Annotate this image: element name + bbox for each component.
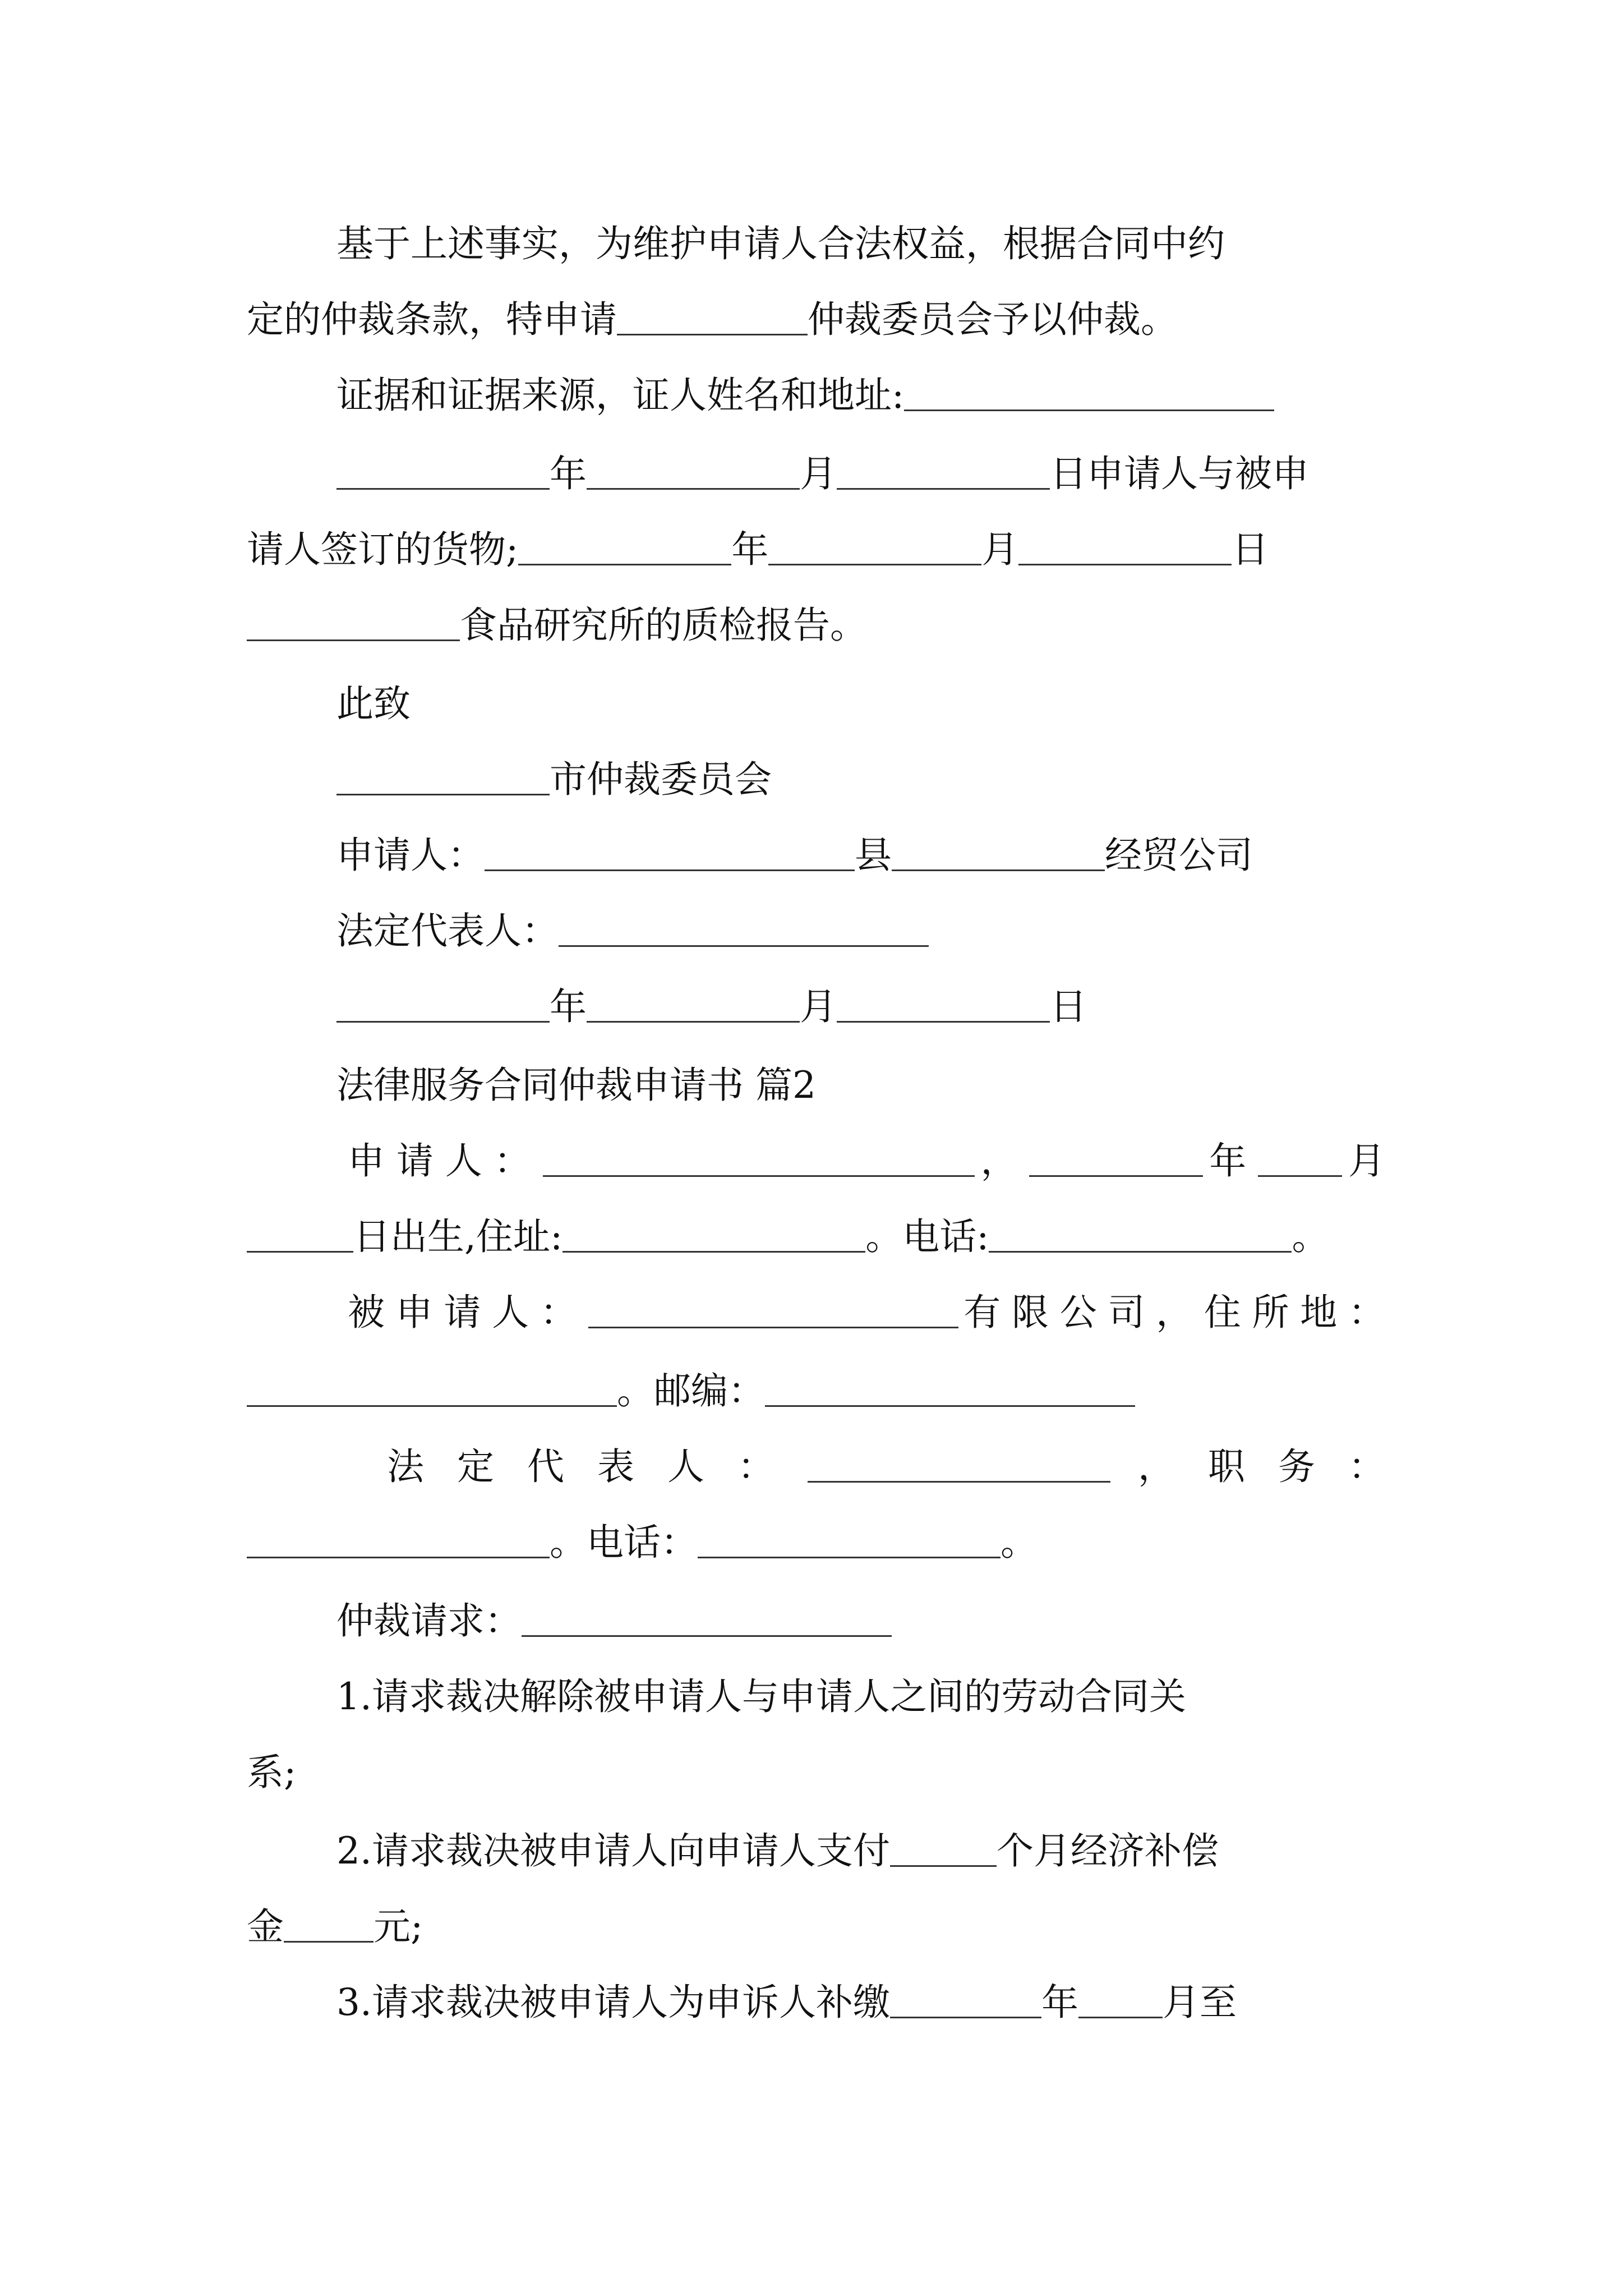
date-line: 年 月 日 (336, 979, 1391, 1035)
fill-blank[interactable] (904, 372, 1274, 411)
fill-blank[interactable] (247, 1368, 617, 1407)
fill-blank[interactable] (1029, 1138, 1203, 1177)
fill-blank[interactable] (284, 1904, 374, 1943)
fill-blank[interactable] (336, 984, 550, 1023)
paragraph-line: 被申请人： 有限公司，住所地： (348, 1291, 1391, 1334)
fill-blank[interactable] (617, 297, 808, 335)
fill-blank[interactable] (1258, 1138, 1342, 1177)
fill-blank[interactable] (588, 1290, 958, 1328)
fill-blank[interactable] (587, 984, 800, 1023)
paragraph-line: 基于上述事实，为维护申请人合法权益，根据合同中约 (336, 222, 1225, 265)
paragraph-line: 请人签订的货物; 年 月 日 (247, 528, 1269, 571)
fill-blank[interactable] (808, 1444, 1110, 1483)
fill-blank[interactable] (768, 527, 981, 565)
fill-blank[interactable] (837, 984, 1050, 1023)
paragraph-line: 日出生,住址: 。电话: 。 (247, 1209, 1391, 1265)
recipient-line: 市仲裁委员会 (336, 752, 1391, 808)
fill-blank[interactable] (247, 1520, 550, 1558)
fill-blank[interactable] (247, 1214, 353, 1253)
fill-blank[interactable] (522, 1598, 892, 1637)
fill-blank[interactable] (989, 1214, 1292, 1253)
paragraph-line: 食品研究所的质检报告。 (247, 597, 1391, 654)
fill-blank[interactable] (765, 1368, 1135, 1407)
paragraph-line: 3.请求裁决被申请人为申诉人补缴 年 月至 (336, 1981, 1237, 2024)
paragraph-line: 年 月 日申请人与被申 (336, 446, 1391, 502)
fill-blank[interactable] (247, 602, 460, 641)
fill-blank[interactable] (1078, 1980, 1163, 2018)
paragraph-line: 法定代表人： ，职务： (387, 1445, 1391, 1488)
paragraph-line: 。电话： 。 (247, 1515, 1391, 1571)
fill-blank[interactable] (336, 757, 550, 795)
fill-blank[interactable] (543, 1138, 975, 1177)
paragraph-line: 定的仲裁条款，特申请 仲裁委员会予以仲裁。 (247, 298, 1178, 341)
fill-blank[interactable] (336, 451, 550, 490)
paragraph-line: 。邮编： (247, 1363, 1391, 1419)
fill-blank[interactable] (559, 908, 929, 947)
fill-blank[interactable] (1018, 527, 1232, 565)
salutation: 此致 (336, 682, 411, 725)
representative-line: 法定代表人： (336, 903, 1391, 959)
section-heading: 法律服务合同仲裁申请书 篇2 (336, 1064, 816, 1107)
paragraph-line: 申请人： ， 年 月 (348, 1139, 1391, 1182)
fill-blank[interactable] (890, 1980, 1041, 2018)
applicant-line: 申请人： 县 经贸公司 (336, 834, 1253, 877)
fill-blank[interactable] (890, 1828, 997, 1867)
paragraph-line: 证据和证据来源，证人姓名和地址: (336, 367, 1391, 424)
paragraph-line: 仲裁请求： (336, 1593, 1391, 1649)
paragraph-line: 2.请求裁决被申请人向申请人支付 个月经济补偿 (336, 1829, 1219, 1872)
fill-blank[interactable] (837, 451, 1050, 490)
fill-blank[interactable] (892, 832, 1105, 871)
fill-blank[interactable] (698, 1520, 1000, 1558)
fill-blank[interactable] (562, 1214, 865, 1253)
fill-blank[interactable] (485, 832, 855, 871)
fill-blank[interactable] (518, 527, 731, 565)
paragraph-line: 系; (247, 1751, 297, 1794)
fill-blank[interactable] (587, 451, 800, 490)
paragraph-line: 金 元; (247, 1905, 423, 1948)
paragraph-line: 1.请求裁决解除被申请人与申请人之间的劳动合同关 (336, 1675, 1186, 1718)
